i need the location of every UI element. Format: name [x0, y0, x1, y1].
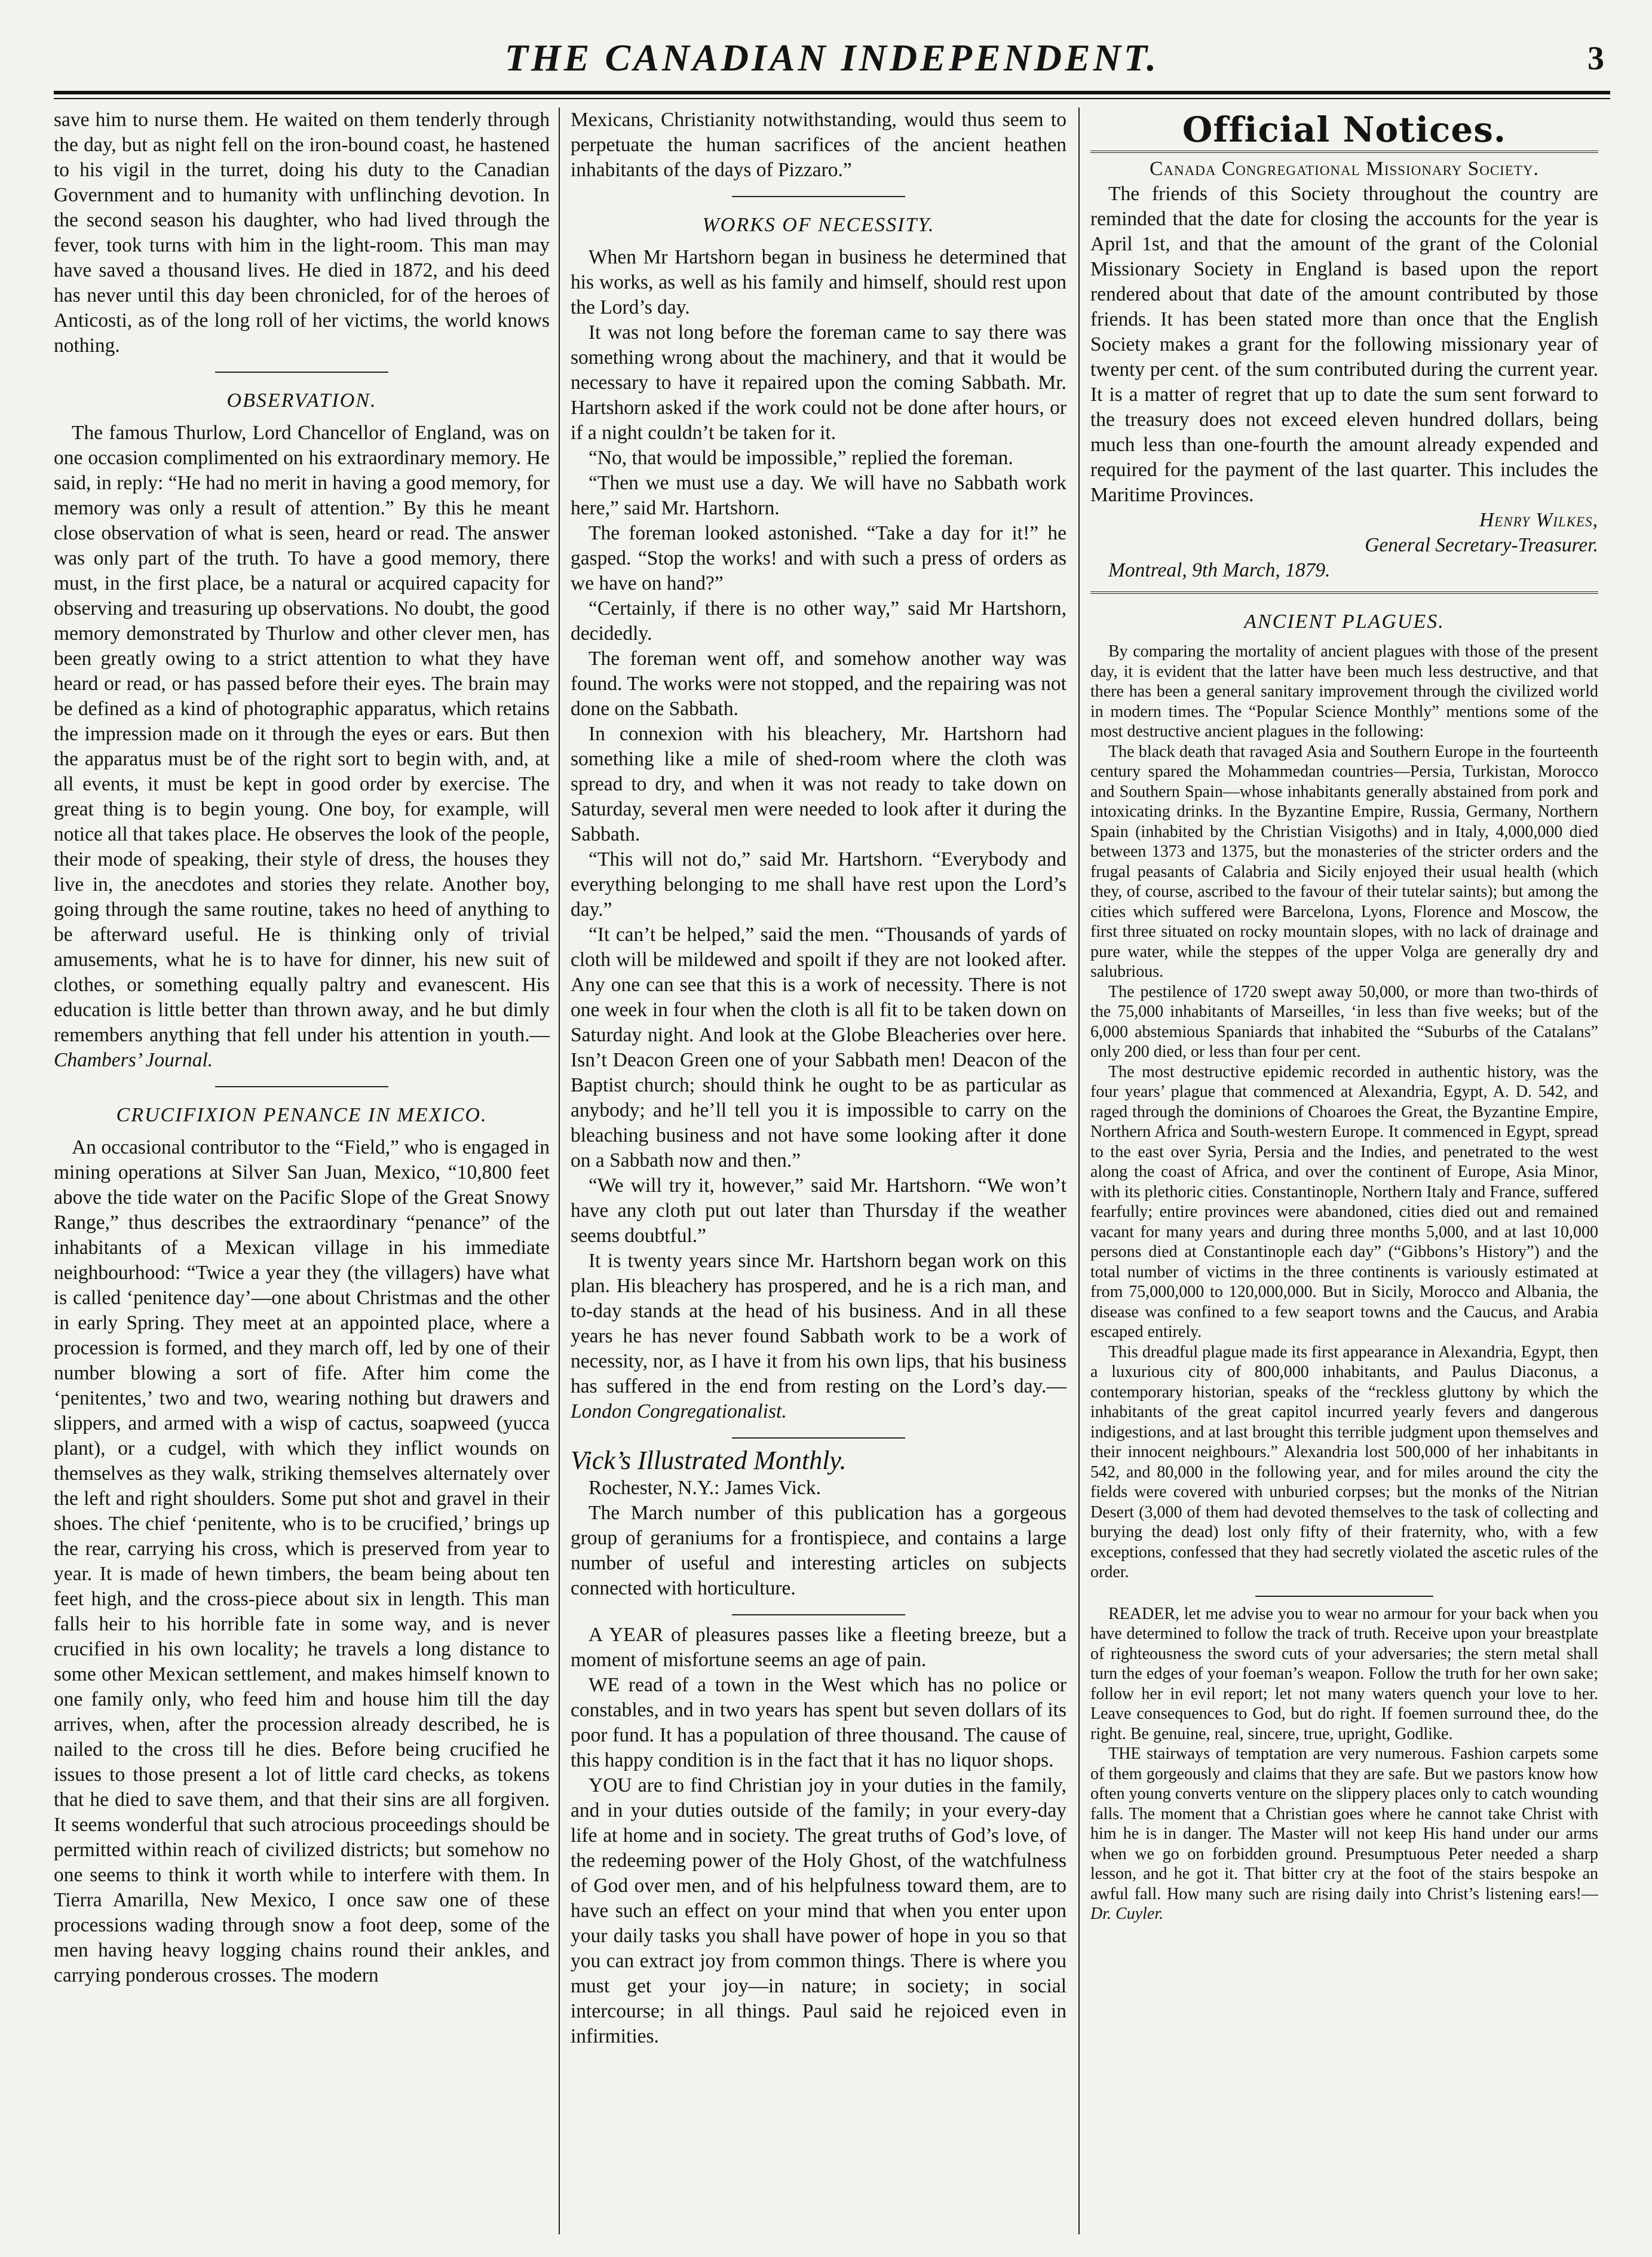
page-number: 3 [1587, 40, 1604, 77]
crucifixion-paragraph: An occasional contributor to the “Field,” who is engaged in mining operations at Silver San Juan, Mexico, “10,800 feet above the tide water on the Pacific Slope of the Great Snowy Range,” thus describes the extraordinary “penance” of the inhabitants of a Mexican village in his immediate neighbourhood: “Twice a year they (the villagers) have what is called ‘penitence day’—one about Christmas and the other in early Spring. They meet at an appointed place, where a procession is formed, and they march off, led by one of their number blowing a sort of fife. After him come the ‘penitentes,’ two and two, wearing nothing but drawers and slippers, and armed with a wisp of cactus, soapweed (yucca plant), or a cudgel, with which they inflict wounds on themselves as they walk, striking themselves alternately over the left and right shoulders. Some put shot and gravel in their shoes. The chief ‘penitente, who is to be crucified,’ brings up the rear, carrying his cross, which is preserved from year to year. It is made of hewn timbers, the beam being about ten feet high, and the cross-piece about six in length. This man falls heir to his horrible fate in some way, and is never crucified in his own locality; he travels a long distance to some other Mexican settlement, and makes himself known to one family only, who feed him and house him till the day arrives, when, after the procession already described, he is nailed to the cross till he dies. Before being crucified he issues to those present a lot of little card checks, as tokens that he died to save them, and that their sins are all forgiven. It seems wonderful that such atrocious proceedings should be permitted within reach of civilized districts; but somehow no one seems to think it worth while to interfere with them. In Tierra Amarilla, New Mexico, I once saw one of these processions wading through snow a foot deep, some of the men having heavy logging chains round their ankles, and carrying ponderous crosses. The modern [54, 1136, 550, 1986]
plagues-paragraph: This dreadful plague made its first appearance in Alexandria, Egypt, then a luxurious city of 800,000 inhabitants, and Paulus Diaconus, a contemporary historian, speaks of the “reckless gluttony by which the inhabitants of the great capitol incurred yearly fevers and dangerous indigestions, and at last brought this terrible judgment upon themselves and their innocent neighbours.” Alexandria lost 500,000 of her inhabitants in 542, and 80,000 in the following year, and for miles around the city the fields were covered with unburied corpses; but the monks of the Nitrian Desert (3,000 of them had devoted themselves to the task of collecting and burying the dead) lost only fifty of their fraternity, who, with a few exceptions, confessed that they had secretly violated the ascetic rules of the order. [1090, 1342, 1598, 1581]
works-heading: WORKS OF NECESSITY. [702, 214, 935, 236]
works-paragraph: “We will try it, however,” said Mr. Hartshorn. “We won’t have any cloth put out later than Thursday if the weather seems doubtful.” [571, 1175, 1066, 1247]
works-paragraph: “This will not do,” said Mr. Hartshorn. “Everybody and everything belonging to me shall have rest upon the Lord’s day.” [571, 848, 1066, 921]
signature [1090, 508, 1598, 533]
anticosti-article-end: save him to nurse them. He waited on them tenderly through the day, but as night fell on the iron-bound coast, he hastened to his vigil in the turret, doing his duty to the Canadian Government and to humanity with unflinching devotion. In the second season his daughter, who had lived through the fever, took turns with him in the light-room. This man may have saved a thousand lives. He died in 1872, and his deed has never until this day been chronicled, for of the heroes of Anticosti, as of the long roll of her victims, the world knows nothing. [54, 109, 550, 357]
divider [732, 1614, 906, 1615]
masthead [54, 24, 1610, 90]
reader-paragraph: READER, let me advise you to wear no armour for your back when you have determined to follow the track of truth. Receive upon your breastplate of righteousness the sword cuts of your adversaries; the stern metal shall turn the edges of your foeman’s weapon. Follow the truth for her own sake; follow her in evil report; let not many waters quench your love to her. Leave consequences to God, but do right. If foemen surround thee, do the right. Be genuine, real, sincere, true, upright, Godlike. [1090, 1604, 1598, 1743]
works-paragraph: It was not long before the foreman came to say there was something wrong about the machinery, and that it would be necessary to have it repaired upon the coming Sabbath. Mr. Hartshorn asked if the work could not be done after hours, or if a night couldn’t be taken for it. [571, 321, 1066, 444]
plagues-paragraph: The black death that ravaged Asia and Southern Europe in the fourteenth century spared the Mohammedan countries—Persia, Turkistan, Morocco and Southern Spain—whose inhabitants generally abstained from pork and intoxicating drinks. In the Byzantine Empire, Russia, Germany, Northern Spain (inhabited by the Christian Visigoths) and in Italy, 4,000,000 died between 1373 and 1375, but the monasteries of the stricter orders and the frugal peasants of Calabria and Sicily enjoyed their usual health (which they, of course, ascribed to the favour of their tutelar saints); but among the cities which suffered were Barcelona, Lyons, Florence and Moscow, the first three situated on rocky mountain slopes, with no lack of drainage and pure water, while the steppes of the upper Volga are generally dry and salubrious. [1090, 742, 1598, 981]
crucifixion-continued: Mexicans, Christianity notwithstanding, would thus seem to perpetuate the human sacrifices of the ancient heathen inhabitants of the days of Pizzaro.” [571, 109, 1066, 181]
column-separator [1078, 108, 1080, 2234]
stairways-paragraph [1090, 1744, 1598, 1924]
masthead-rule-thin [54, 98, 1610, 99]
stairways-source: Dr. Cuyler. [1090, 1905, 1164, 1923]
observation-text: The famous Thurlow, Lord Chancellor of England, was on one occasion complimented on his extraordinary memory. He said, in reply: “He had no merit in having a good memory, for memory was only a result of attention.” By this he meant close observation of what is seen, heard or read. The answer was only part of the truth. To have a good memory, there must, in the first place, be a natural or acquired capacity for observing and treasuring up observations. No doubt, the good memory demonstrated by Thurlow and other clever men, has been greatly owing to a strict attention to what they have heard or read, or has passed before their eyes. The brain may be defined as a kind of photographic apparatus, which retains the impression made on it through the eyes or ears. But then the apparatus must be of the right sort to begin with, and, at all events, it must be kept in good order by exercise. The great thing is to begin young. One boy, for example, will notice all that takes place. He observes the look of the people, their mode of speaking, their style of dress, the houses they live in, the anecdotes and stories they relate. Another boy, going through the same routine, takes no heed of anything to be afterward useful. He is thinking only of trivial amusements, what he is to have for dinner, his new suit of clothes, or something equally paltry and evanescent. His education is little better than thrown away, and he but dimly remembers anything that fell under his attention in youth.— [54, 422, 550, 1046]
works-paragraph: “No, that would be impossible,” replied the foreman. [589, 447, 1013, 469]
divider [1255, 1596, 1433, 1597]
vick-paragraph: The March number of this publication has a gorgeous group of geraniums for a frontispiece, and contains a large number of useful and interesting articles on subjects connected with horticulture. [571, 1502, 1066, 1599]
society-heading: Canada Congregational Missionary Society. [1150, 158, 1539, 180]
observation-heading: OBSERVATION. [226, 390, 377, 412]
column-2 [571, 108, 1066, 2234]
newspaper-title: THE CANADIAN INDEPENDENT. [504, 36, 1160, 79]
society-notice: The friends of this Society throughout the country are reminded that the date for closing the accounts for the year is April 1st, and that the amount of the grant of the Colonial Missionary Society in England is based upon the report rendered about that date of the amount contributed by those friends. It has been stated more than once that the English Society makes a grant for the following missionary year of twenty per cent. of the sum contributed during the current year. It is a matter of regret that up to date the sum sent forward to the treasury does not exceed eleven hundred dollars, being much less than one-fourth the amount already expended and required for the payment of the last quarter. This includes the Maritime Provinces. [1090, 183, 1598, 506]
divider [215, 1086, 389, 1087]
plagues-paragraph: The pestilence of 1720 swept away 50,000, or more than two-thirds of the 75,000 inhabitants of Marseilles, ‘in less than five weeks; but of the 6,000 abstemious Spaniards that inhabited the “Suburbs of the Catalans” only 200 died, or less than four per cent. [1090, 982, 1598, 1061]
divider [215, 372, 389, 373]
official-notices-heading: Official Notices. [1182, 109, 1507, 150]
works-paragraph: When Mr Hartshorn began in business he determined that his works, as well as his family and himself, should rest upon the Lord’s day. [571, 246, 1066, 318]
works-paragraph: “Then we must use a day. We will have no Sabbath work here,” said Mr. Hartshorn. [571, 472, 1066, 519]
column-3 [1090, 108, 1598, 2234]
ancient-plagues-body [1090, 642, 1598, 1924]
signer-name: Henry Wilkes, [1479, 509, 1598, 531]
stairways-text: THE stairways of temptation are very numerous. Fashion carpets some of them gorgeously and claims that they are safe. But we pastors know how often young converts venture on the slippery places only to catch wounding falls. The moment that a Christian goes where he cannot take Christ with him he is in danger. The Master will not keep His hand under our arms when we go on forbidden ground. Presumptuous Peter needed a sharp lesson, and he got it. That bitter cry at the foot of the stairs bespoke an awful fall. How many such are rising daily into Christ’s listening ears!— [1090, 1744, 1598, 1903]
column-separator [559, 108, 560, 2234]
town-paragraph: WE read of a town in the West which has no police or constables, and in two years has spent but seven dollars of its poor fund. It has a population of three thousand. The cause of this happy condition is in the fact that it has no liquor shops. [571, 1674, 1066, 1771]
works-paragraph: The foreman went off, and somehow another way was found. The works were not stopped, and the repairing was not done on the Sabbath. [571, 648, 1066, 720]
works-text: It is twenty years since Mr. Hartshorn began work on this plan. His bleachery has prospered, and he is a rich man, and to-day stands at the head of his business. And in all these years he has never found Sabbath work to be a work of necessity, nor, as I have it from his own lips, that his business has suffered in the end from resting on the Lord’s day.— [571, 1250, 1066, 1397]
divider [732, 196, 906, 197]
works-paragraph: In connexion with his bleachery, Mr. Hartshorn had something like a mile of shed-room where the cloth was spread to dry, and when it was not ready to take down on Saturday, several men were needed to look after it during the Sabbath. [571, 723, 1066, 845]
masthead-rule [54, 91, 1610, 94]
works-paragraph: “It can’t be helped,” said the men. “Thousands of yards of cloth will be mildewed and spoilt if they are not looked after. Any one can see that this is a work of necessity. There is not one week in four when the cloth is all fit to be taken down on Saturday night. And look at the Globe Bleacheries over here. Isn’t Deacon Green one of your Sabbath men! Deacon of the Baptist church; should think he ought to be as particular as anybody; and he’ll tell you it is impossible to carry on the bleaching business and not have some looking after it done on a Sabbath now and then.” [571, 924, 1066, 1172]
divider [732, 1437, 906, 1439]
works-source: London Congregationalist. [571, 1400, 787, 1422]
divider [1090, 151, 1598, 153]
dateline: Montreal, 9th March, 1879. [1108, 559, 1331, 581]
divider [1090, 591, 1598, 594]
signer-title: General Secretary-Treasurer. [1365, 534, 1598, 556]
column-1 [54, 108, 550, 2234]
works-paragraph: “Certainly, if there is no other way,” said Mr Hartshorn, decidedly. [571, 597, 1066, 645]
crucifixion-heading: CRUCIFIXION PENANCE IN MEXICO. [116, 1104, 488, 1126]
observation-source: Chambers’ Journal. [54, 1049, 213, 1071]
works-paragraph [571, 1249, 1066, 1424]
joy-paragraph: YOU are to find Christian joy in your duties in the family, and in your duties outside of the family; in your every-day life at home and in society. The great truths of God’s love, of the redeeming power of the Holy Ghost, of the watchfulness of God over men, and of his helpfulness toward them, are to have such an effect on your mind that when you enter upon your daily tasks you shall have power of hope in you so that you can extract joy from common things. There is where you must get your joy—in nature; in society; in social intercourse; in all things. Paul said he rejoiced even in infirmities. [571, 1774, 1066, 2047]
ancient-plagues-heading: ANCIENT PLAGUES. [1244, 611, 1445, 633]
pleasures-paragraph: A YEAR of pleasures passes like a fleeting breeze, but a moment of misfortune seems an age of pain. [571, 1624, 1066, 1671]
vick-subtitle: Rochester, N.Y.: James Vick. [589, 1477, 821, 1499]
vick-title: Vick’s Illustrated Monthly. [571, 1446, 847, 1475]
plagues-paragraph: By comparing the mortality of ancient plagues with those of the present day, it is evident that the latter have been much less destructive, and that there has been a general sanitary improvement through the civilized world in modern times. The “Popular Science Monthly” mentions some of the most destructive ancient plagues in the following: [1090, 642, 1598, 741]
plagues-paragraph: The most destructive epidemic recorded in authentic history, was the four years’ plague that commenced at Alexandria, Egypt, A. D. 542, and raged through the dominions of Choaroes the Great, the Byzantine Empire, Northern Africa and South-western Europe. It commenced in Egypt, spread to the east over Syria, Persia and the Indies, and penetrated to the west along the coast of Africa, and over the continent of Europe, Asia Minor, with its plethoric cities. Constantinople, Northern Italy and France, suffered fearfully; entire provinces were abandoned, cities died out and remained vacant for many years and during three months 5,000, and at last 10,000 persons died at Constantinople each day” (“Gibbons’s History”) and the total number of victims in the three continents is variously estimated at from 75,000,000 to 120,000,000. But in Sicily, Morocco and Albania, the disease was confined to a few seaport towns and the Caucus, and Arabia escaped entirely. [1090, 1062, 1598, 1341]
observation-paragraph [54, 421, 550, 1073]
works-paragraph: The foreman looked astonished. “Take a day for it!” he gasped. “Stop the works! and with such a press of orders as we have on hand?” [571, 522, 1066, 594]
